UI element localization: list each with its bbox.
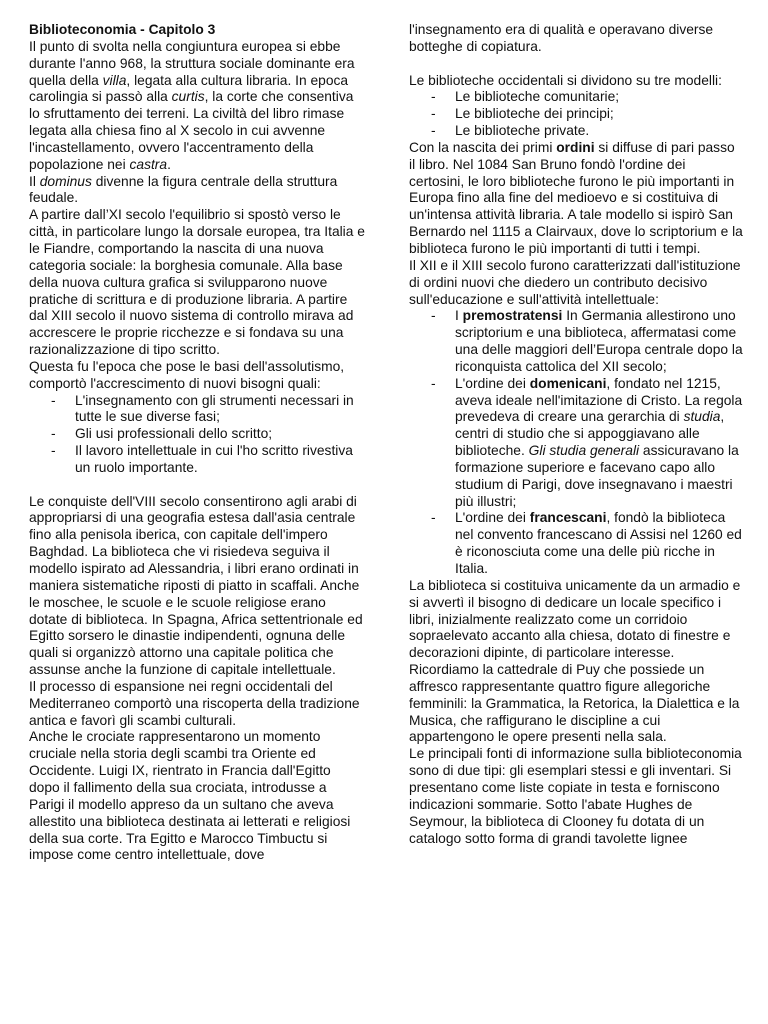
right-column [409,22,743,847]
models-list [409,89,743,140]
paragraph: l'insegnamento era di qualità e operavano diverse botteghe di copiatura. [409,22,714,54]
paragraph: Le biblioteche occidentali si dividono su tre modelli: [409,72,722,88]
list-item: - Le biblioteche private. [409,123,743,140]
paragraph: Le conquiste dell'VIII secolo consentirono agli arabi di appropriarsi di una geografia estesa dall'asia centrale fino alla penisola iberica, con capitale dell'impero Baghdad. La biblioteca che vi risiedeva seguiva il modello ispirato ad Alessandria, i libri erano ordinati in maniera sistematiche riposti di piatto in scaffali. Anche le moschee, le scuole e le scuole religiose erano dotate di biblioteca. In Spagna, Africa settentrionale ed Egitto sorsero le dinastie indipendenti, ognuna delle quali si organizzò attorno una capitale politica che assunse anche la funzione di capitale intellettuale. [29,493,363,678]
paragraph: Anche le crociate rappresentarono un momento cruciale nella storia degli scambi tra Oriente ed Occidente. Luigi IX, rientrato in Francia dall'Egitto dopo il fallimento della sua crociata, introdusse a Parigi il modello appreso da un sultano che aveva allestito una biblioteca destinata ai letterati e religiosi della sua corte. Tra Egitto e Marocco Timbuctu si impose come centro intellettuale, dove [29,729,351,863]
list-item: - Gli usi professionali dello scritto; [29,426,365,443]
list-item: - L'ordine dei domenicani, fondato nel 1215, aveva ideale nell'imitazione di Cristo. La regola prevedeva di creare una gerarchia di studia, centri di studio che si appoggiavano alle biblioteche. Gli studia generali assicuravano la formazione superiore e facevano capo allo studium di Parigi, dove insegnavano i maestri più illustri; [409,376,743,511]
paragraph: Il punto di svolta nella congiuntura europea si ebbe durante l'anno 968, la struttura sociale dominante era quella della villa, legata alla cultura libraria. In epoca carolingia si passò alla curtis, la corte che consentiva lo sfruttamento dei terreni. La civiltà del libro rimase legata alla chiesa fino al X secolo in cui avvenne l'incastellamento, ovvero l'accentramento della popolazione nei castra. [29,38,355,172]
blank-line [409,56,743,73]
list-item: - Le biblioteche dei principi; [409,106,743,123]
list-item: - Il lavoro intellettuale in cui l'ho scritto rivestiva un ruolo importante. [29,443,365,477]
paragraph: Il XII e il XIII secolo furono caratterizzati dall'istituzione di ordini nuovi che diedero un contributo decisivo sull'educazione e sull'attività intellettuale: [409,257,741,307]
list-item: - I premostratensi In Germania allestirono uno scriptorium e una biblioteca, affermatasi come una delle maggiori dell’Europa centrale dopo la riconquista cattolica del XII secolo; [409,308,743,375]
list-item: - L'insegnamento con gli strumenti necessari in tutte le sue diverse fasi; [29,393,365,427]
blank-line [29,477,365,494]
paragraph: Con la nascita dei primi ordini si diffuse di pari passo il libro. Nel 1084 San Bruno fondò l'ordine dei certosini, le loro biblioteche furono le più importanti in Europa fino alla fine del medioevo e si costituiva di un'intensa attività libraria. A tale modello si ispirò San Bernardo nel 1115 a Clairvaux, dove lo scriptorium e la biblioteca furono le più importanti di tutti i tempi. [409,139,743,256]
orders-list [409,308,743,578]
paragraph: Il dominus divenne la figura centrale della struttura feudale. [29,173,338,206]
list-item: - L'ordine dei francescani, fondò la biblioteca nel convento francescano di Assisi nel 1260 ed è riconosciuta come una delle più ricche in Italia. [409,510,743,577]
left-column [29,22,365,864]
paragraph: A partire dall’XI secolo l'equilibrio si spostò verso le città, in particolare lungo la dorsale europea, tra Italia e le Fiandre, comportando la nascita di una nuova categoria sociale: la borghesia comunale. Alla base della nuova cultura grafica si svilupparono nuove pratiche di scrittura e di produzione libraria. A partire dal XIII secolo il nuovo sistema di controllo mirava ad accrescere le proprie ricchezze e si fondava su una razionalizzazione di tipo scritto. [29,207,365,358]
paragraph: Le principali fonti di informazione sulla biblioteconomia sono di due tipi: gli esemplari stessi e gli inventari. Si presentano come liste copiate in testa e forniscono indicazioni sommarie. Sotto l'abate Hughes de Seymour, la biblioteca di Clooney fu dotata di un catalogo sotto forma di grandi tavolette lignee [409,746,742,846]
paragraph: Questa fu l'epoca che pose le basi dell'assolutismo, comportò l'accrescimento di nuovi bisogni quali: [29,358,345,391]
page-title: Biblioteconomia - Capitolo 3 [29,22,216,37]
paragraph: Il processo di espansione nei regni occidentali del Mediterraneo comportò una riscoperta della tradizione antica e favorì gli scambi culturali. [29,678,360,728]
list-item: - Le biblioteche comunitarie; [409,89,743,106]
paragraph: La biblioteca si costituiva unicamente da un armadio e si avvertì il bisogno di dedicare un locale specifico i libri, inizialmente realizzato come un corridoio sopraelevato accanto alla chiesa, dotato di finestre e decorazioni dipinte, di particolare interesse. Ricordiamo la cattedrale di Puy che possiede un affresco rappresentante quattro figure allegoriche femminili: la Grammatica, la Retorica, la Dialettica e la Musica, che raffigurano le discipline a cui appartengono le opere presenti nella sala. [409,577,741,745]
needs-list [29,393,365,477]
